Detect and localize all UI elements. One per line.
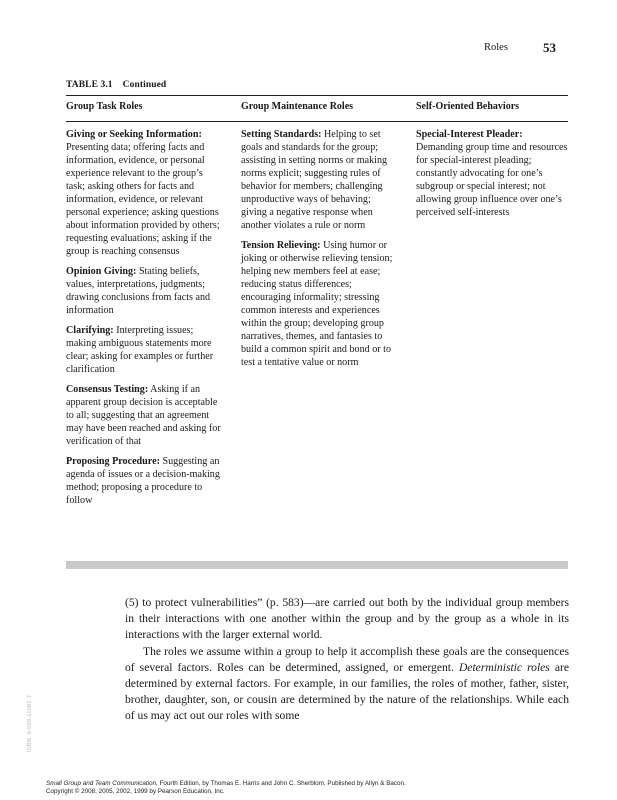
role-description: Using humor or joking or otherwise relieving tension; helping new members feel at ease; reducing status differences; encouraging informality; stressing common interests and experiences within the group; developing group narratives, themes, and fantasies to build a common spirit and bond or to test a tentative value or norm <box>241 240 393 368</box>
body-paragraph-2 <box>125 644 569 725</box>
role-description: Demanding group time and resources for special-interest pleading; constantly advocating for one’s subgroup or special interest; not allowing group influence over one’s perceived self-interests <box>416 142 568 218</box>
footer-copyright: Copyright © 2008, 2005, 2002, 1999 by Pearson Education, Inc. <box>46 788 225 795</box>
task-role-entry <box>66 383 224 448</box>
table-bottom-band <box>66 561 568 569</box>
task-role-entry <box>66 455 224 507</box>
paragraph-text: are determined by external factors. For example, in our families, the roles of mother, father, sister, brother, daughter, son, or cousin are determined by the nature of the relationships. While each of us may act out our roles with some <box>125 660 570 723</box>
task-role-entry <box>66 128 224 258</box>
role-description: Asking if an apparent group decision is acceptable to all; suggesting that an agreement may have been reached and asking for verification of that <box>66 384 221 447</box>
task-roles-column <box>66 128 224 514</box>
role-term: Special-Interest Pleader: <box>416 129 523 140</box>
column-header-self: Self-Oriented Behaviors <box>416 101 520 112</box>
role-description: Helping to set goals and standards for the group; assisting in setting norms or making norms explicit; suggesting rules of behavior for members; challenging unproductive ways of behaving; giving a negative response when another violates a rule or norm <box>241 129 388 231</box>
running-header <box>0 42 617 56</box>
table-caption <box>66 80 166 90</box>
maintenance-role-entry <box>241 239 398 369</box>
role-description: Presenting data; offering facts and information, evidence, or personal experience relevant to the group’s task; asking others for facts and information, evidence, or relevant personal experience; asking questions about information provided by others; requesting evaluations; asking if the group is reaching consensus <box>66 142 220 257</box>
self-oriented-entry <box>416 128 568 219</box>
italic-term: Deterministic roles <box>458 660 550 674</box>
role-description: Suggesting an agenda of issues or a decision-making method; proposing a procedure to follow <box>66 456 220 506</box>
role-term: Opinion Giving: <box>66 266 137 277</box>
paragraph-text: The roles we assume within a group to help it accomplish these goals are the consequences of several factors. Roles can be determined, assigned, or emergent. <box>125 644 569 674</box>
isbn-side-note: ISBN: 0-558-11092-7 <box>27 694 33 752</box>
table-header-rule <box>66 121 568 122</box>
page-number: 53 <box>543 40 556 55</box>
footer-line-1 <box>46 780 406 788</box>
role-term: Consensus Testing: <box>66 384 149 395</box>
table-status: Continued <box>122 80 167 90</box>
role-term: Tension Relieving: <box>241 240 321 251</box>
role-term: Clarifying: <box>66 325 114 336</box>
maintenance-role-entry <box>241 128 398 232</box>
page-footer <box>46 780 406 796</box>
task-role-entry <box>66 265 224 317</box>
body-text <box>125 595 569 725</box>
task-role-entry <box>66 324 224 376</box>
book-title: Small Group and Team Communication, <box>46 780 158 787</box>
role-description: Interpreting issues; making ambiguous statements more clear; asking for examples or further clarification <box>66 325 214 375</box>
running-title: Roles <box>484 42 508 53</box>
maintenance-roles-column <box>241 128 398 376</box>
column-header-task: Group Task Roles <box>66 101 143 112</box>
role-description: Stating beliefs, values, interpretations, judgments; drawing conclusions from facts and information <box>66 266 211 316</box>
table-top-rule <box>66 95 568 96</box>
column-header-maintenance: Group Maintenance Roles <box>241 101 354 112</box>
role-term: Giving or Seeking Information: <box>66 129 202 140</box>
role-term: Setting Standards: <box>241 129 322 140</box>
body-paragraph-1: (5) to protect vulnerabilities” (p. 583)—are carried out both by the individual group members in their interactions with one another within the group and by the group as a whole in its interactions with the larger external world. <box>125 596 569 642</box>
role-term: Proposing Procedure: <box>66 456 160 467</box>
table-label: TABLE 3.1 <box>66 80 113 90</box>
self-oriented-column <box>416 128 568 226</box>
footer-publication: Fourth Edition, by Thomas E. Harris and John C. Sherblom. Published by Allyn & Bacon. <box>157 780 406 787</box>
